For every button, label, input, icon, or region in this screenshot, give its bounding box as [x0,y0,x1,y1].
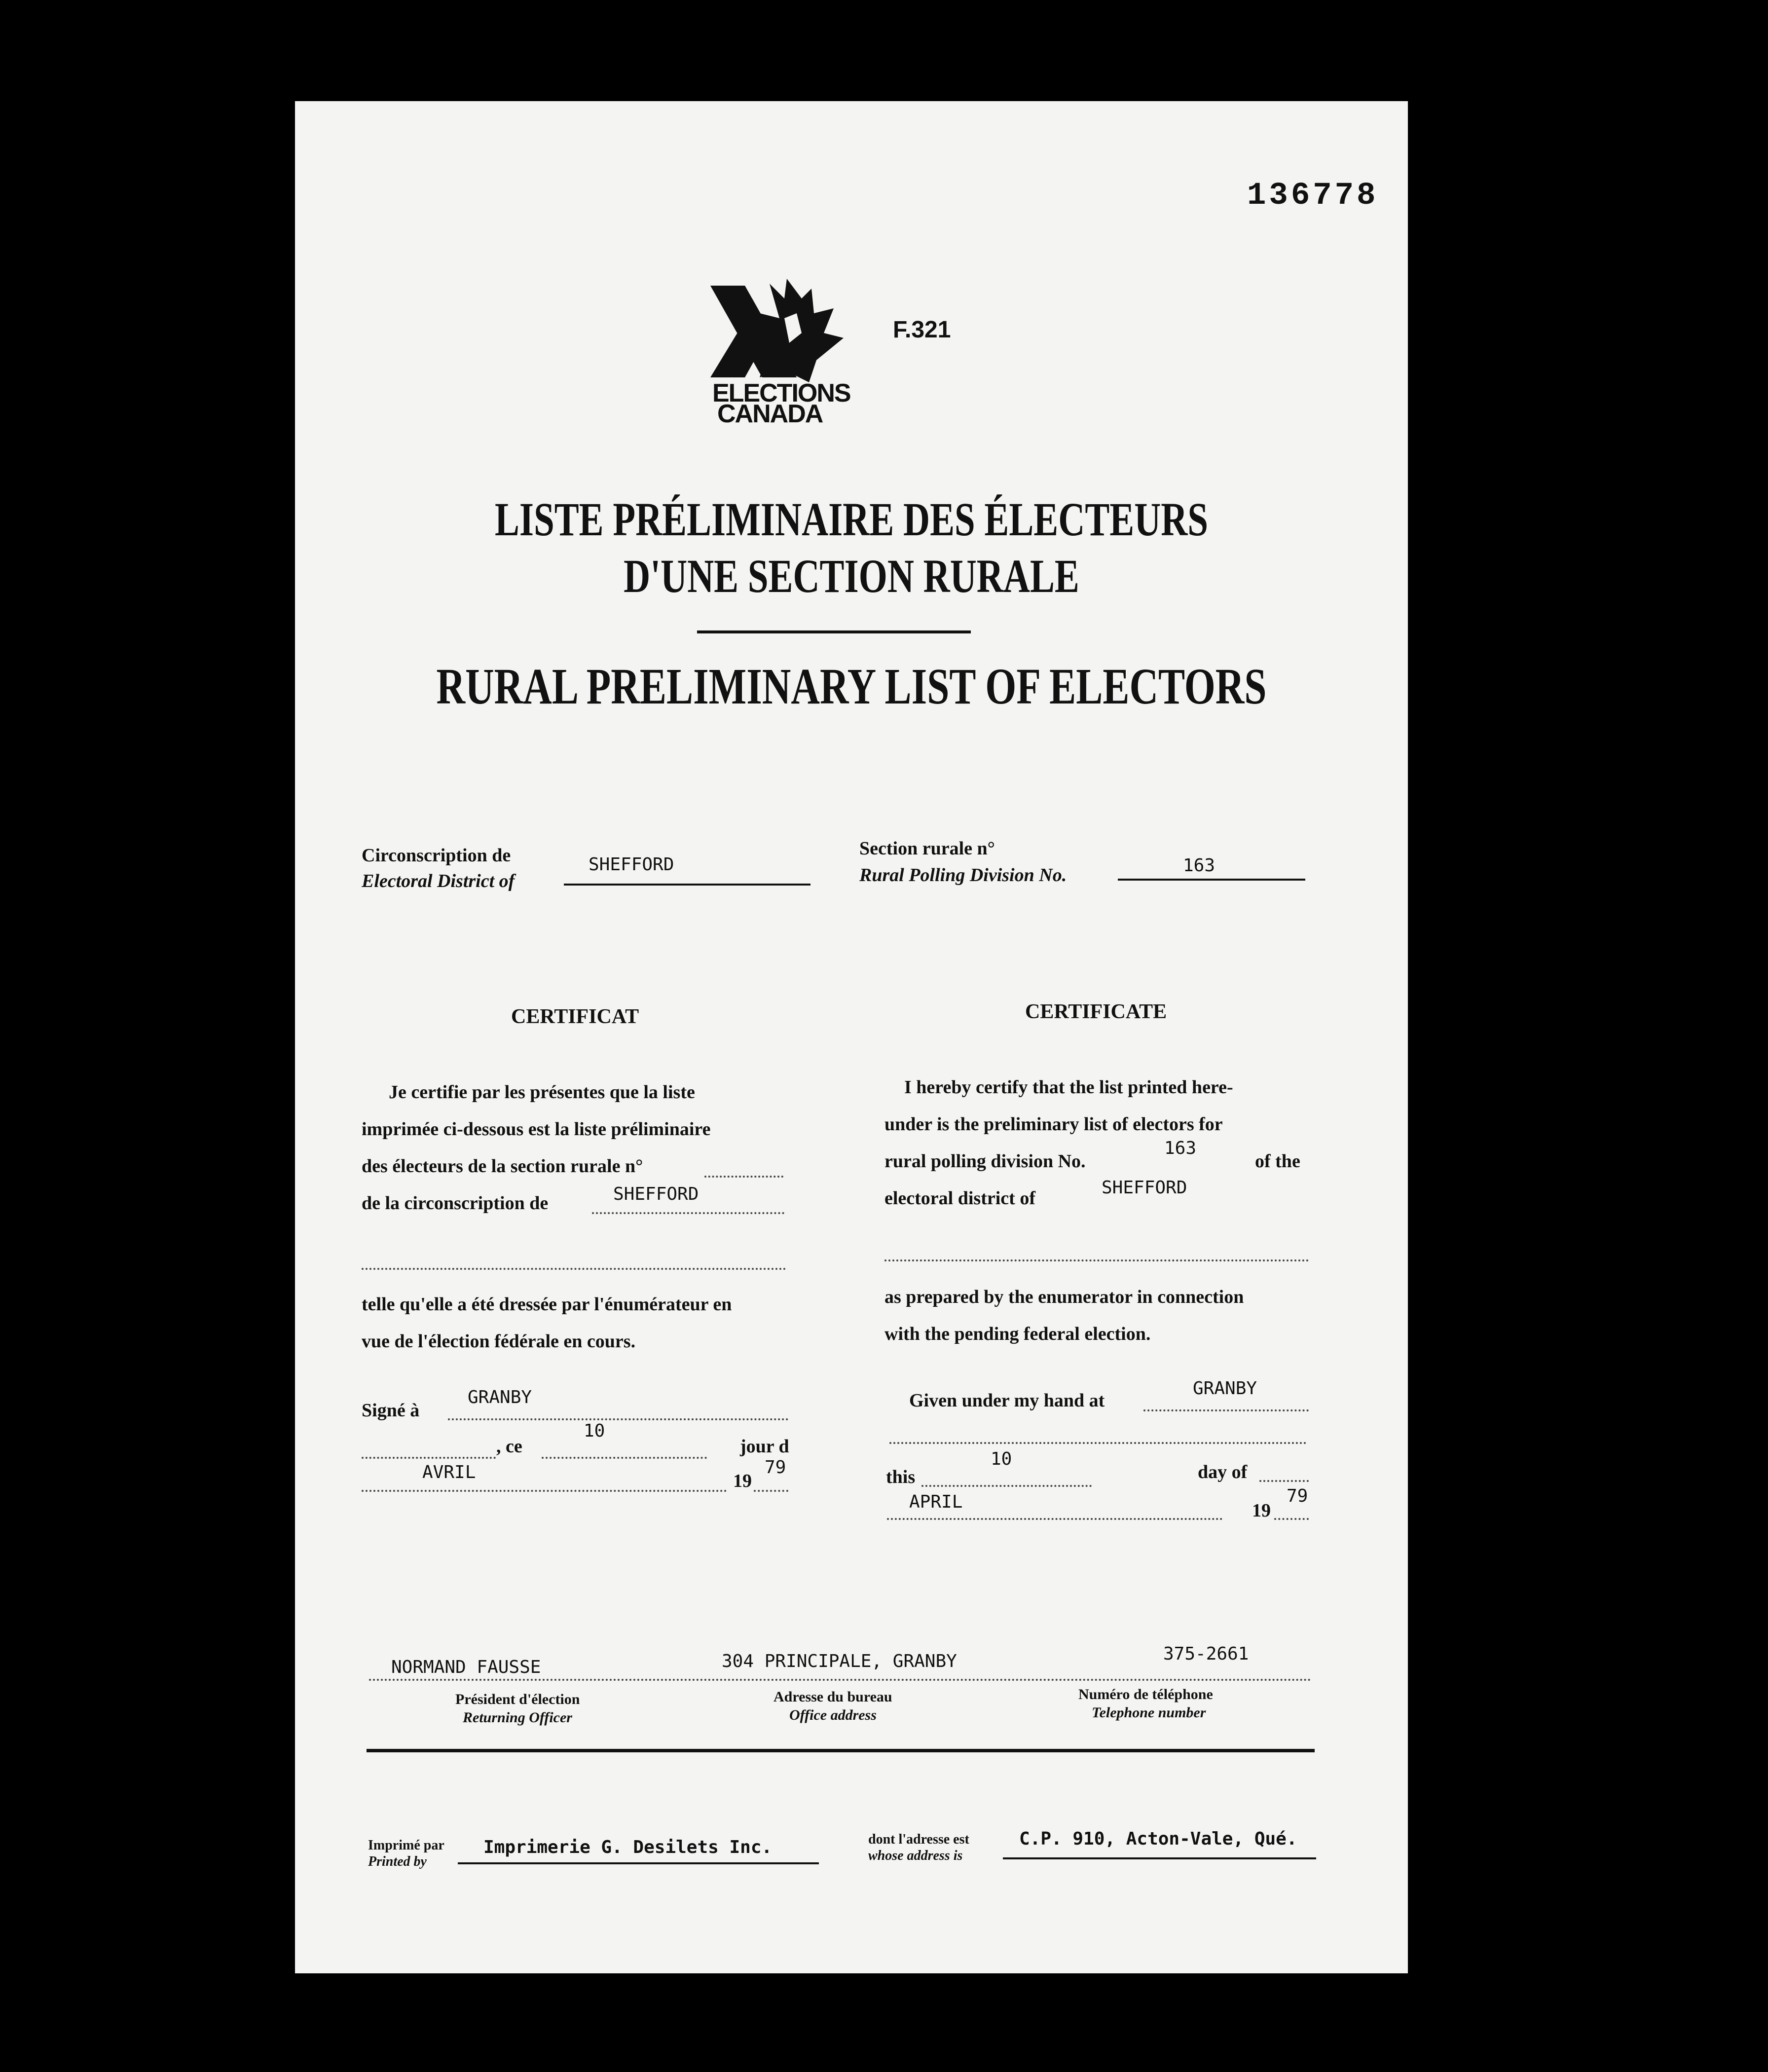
certificate-blank-dots [884,1259,1309,1261]
district-label-en: Electoral District of [362,871,515,891]
printer-address-underline [1003,1857,1316,1859]
certificate-line3: rural polling division No. [884,1151,1086,1172]
certificat-line6: vue de l'élection fédérale en cours. [362,1331,636,1352]
certificate-line4: electoral district of [884,1188,1035,1209]
division-value: 163 [1183,855,1216,876]
printer-address: C.P. 910, Acton-Vale, Qué. [1019,1829,1297,1849]
signed-place: GRANBY [468,1387,532,1407]
certificat-district: SHEFFORD [613,1184,699,1204]
certificat-division-dots [704,1176,783,1178]
title-fr-line2: D'UNE SECTION RURALE [624,550,1079,602]
division-underline [1118,879,1305,881]
certificat-district-dots [592,1212,784,1214]
day-en: 10 [991,1449,1012,1469]
printer-label-fr: Imprimé par [368,1838,444,1853]
officer-label-phone-fr: Numéro de téléphone [1078,1686,1213,1702]
year-prefix-fr: 19 [733,1471,752,1491]
certificat-blank-dots [362,1268,786,1270]
form-page [295,101,1408,1973]
certificat-line5: telle qu'elle a été dressée par l'énumérateur en [362,1294,732,1315]
year-en: 79 [1287,1486,1308,1506]
title-en: RURAL PRELIMINARY LIST OF ELECTORS [436,658,1267,715]
printer-addr-label-en: whose address is [868,1848,963,1863]
printer-name-underline [458,1862,819,1864]
day-fr-dots [542,1457,707,1459]
certificate-heading: CERTIFICATE [1025,1000,1167,1023]
year-fr: 79 [765,1457,786,1478]
title-fr-line1: LISTE PRÉLIMINAIRE DES ÉLECTEURS [494,493,1208,546]
officer-label-name-en: Returning Officer [463,1709,572,1726]
officer-name: NORMAND FAUSSE [391,1657,541,1677]
year-fr-dots [754,1490,788,1492]
officer-dots [369,1679,1311,1681]
year-prefix-en: 19 [1252,1500,1271,1521]
officer-label-addr-fr: Adresse du bureau [774,1689,892,1705]
signed-label: Signé à [362,1400,420,1421]
district-value: SHEFFORD [589,854,674,875]
document-number: 136778 [1247,178,1379,214]
division-label-en: Rural Polling Division No. [859,865,1067,886]
certificat-line4: de la circonscription de [362,1193,549,1214]
dayof-dots [1259,1480,1309,1482]
officer-label-name-fr: Président d'élection [455,1691,580,1707]
year-en-dots [1274,1518,1309,1520]
form-number: F.321 [893,317,951,343]
signed-place-dots [448,1418,788,1420]
officer-label-addr-en: Office address [789,1707,877,1723]
given-blank-dots [889,1442,1306,1444]
jour-label: jour d [740,1436,789,1457]
certificat-line2: imprimée ci-dessous est la liste préliminaire [362,1119,711,1140]
month-fr-dots [362,1490,727,1492]
certificate-division: 163 [1164,1138,1197,1158]
month-en-dots [887,1518,1222,1520]
dayof-label: day of [1198,1462,1248,1482]
month-fr: AVRIL [422,1462,476,1482]
logo-line1: ELECTIONS [712,379,850,407]
certificat-line1: Je certifie par les présentes que la liste [389,1082,695,1103]
given-label: Given under my hand at [909,1390,1105,1411]
elections-canada-logo [710,279,888,392]
given-place: GRANBY [1193,1378,1257,1399]
day-en-dots [921,1485,1092,1487]
officer-phone: 375-2661 [1163,1644,1249,1664]
certificate-line6: with the pending federal election. [884,1324,1151,1344]
district-underline [564,884,810,886]
month-en: APRIL [909,1492,963,1512]
given-place-dots [1143,1409,1309,1411]
district-label-fr: Circonscription de [362,845,511,866]
day-fr: 10 [584,1421,605,1441]
certificate-line1: I hereby certify that the list printed here- [904,1077,1233,1098]
certificat-heading: CERTIFICAT [511,1005,639,1028]
officer-label-phone-en: Telephone number [1092,1704,1206,1721]
ce-label: , ce [496,1436,522,1457]
certificate-of-the: of the [1255,1151,1300,1172]
certificat-line3: des électeurs de la section rurale n° [362,1156,643,1177]
printer-name: Imprimerie G. Desilets Inc. [483,1837,773,1857]
certificate-line2: under is the preliminary list of electors for [884,1114,1223,1135]
ce-dots-left [362,1457,496,1459]
certificate-district: SHEFFORD [1102,1178,1187,1198]
division-label-fr: Section rurale n° [859,838,995,859]
officer-address: 304 PRINCIPALE, GRANBY [722,1651,957,1671]
footer-rule [367,1749,1315,1752]
certificate-line5: as prepared by the enumerator in connection [884,1287,1244,1307]
printer-label-en: Printed by [368,1854,427,1869]
this-label: this [886,1467,916,1487]
title-divider [697,630,971,633]
logo-line2: CANADA [717,400,823,428]
printer-addr-label-fr: dont l'adresse est [868,1832,969,1847]
